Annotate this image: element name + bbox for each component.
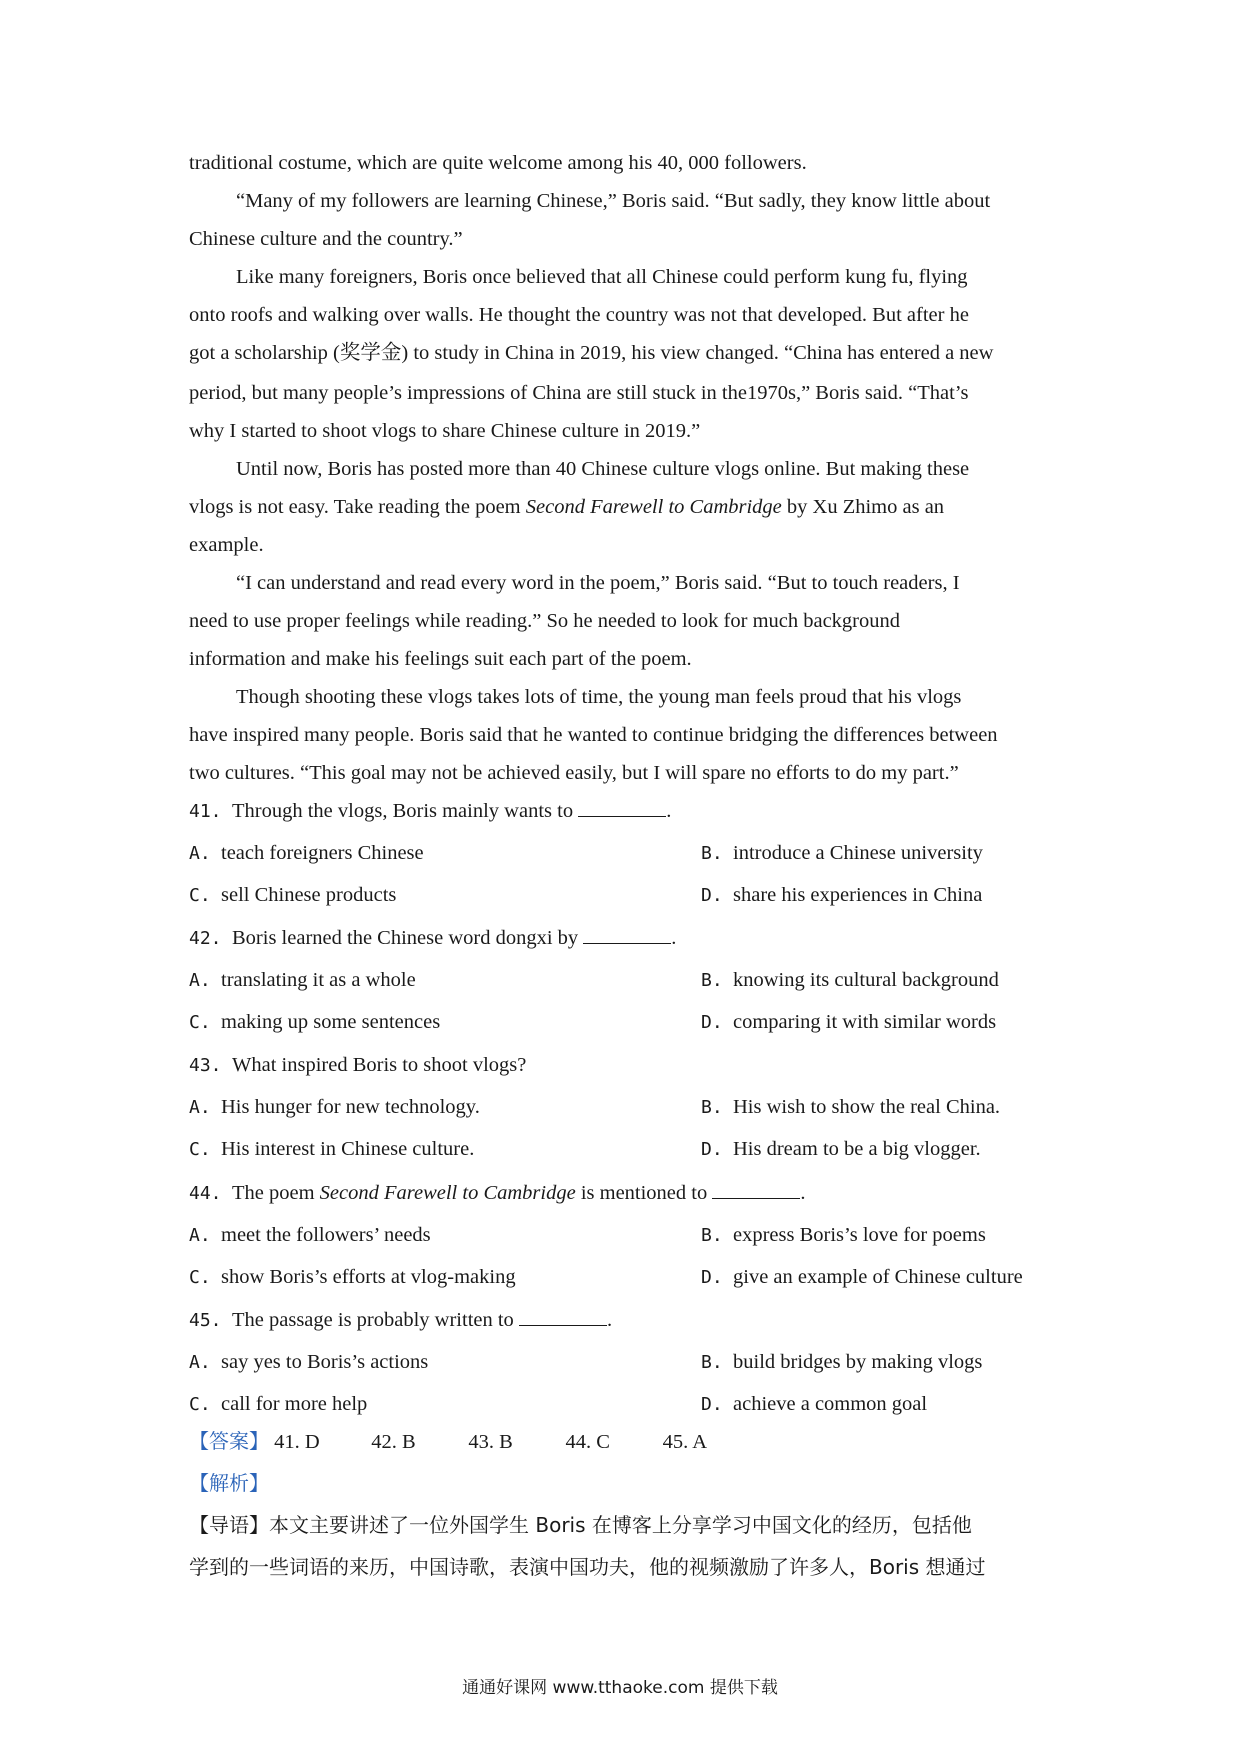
option-b: [701, 1222, 986, 1249]
passage-line: got a scholarship (奖学金) to study in China in 2019, his view changed. “China has entered a new: [189, 342, 994, 364]
answer-blank: [583, 925, 671, 944]
passage-line: Though shooting these vlogs takes lots of time, the young man feels proud that his vlogs: [236, 686, 962, 708]
option-text: build bridges by making vlogs: [733, 1351, 983, 1373]
option-label: D.: [701, 1012, 723, 1033]
option-text: express Boris’s love for poems: [733, 1224, 986, 1246]
passage-line: period, but many people’s impressions of China are still stuck in the1970s,” Boris said. “That’s: [189, 382, 969, 404]
question-number: 43.: [189, 1055, 222, 1076]
question-stem: [189, 1052, 526, 1079]
question-number: 42.: [189, 928, 222, 949]
option-a: [189, 840, 424, 867]
option-text: give an example of Chinese culture: [733, 1266, 1023, 1288]
option-b: [701, 1094, 1000, 1121]
option-text: His interest in Chinese culture.: [221, 1138, 475, 1160]
option-text: comparing it with similar words: [733, 1011, 997, 1033]
option-a: [189, 1349, 428, 1376]
question-number: 45.: [189, 1310, 222, 1331]
question-stem: 42. Boris learned the Chinese word dongxi by .: [189, 925, 676, 952]
option-label: B.: [701, 1225, 723, 1246]
option-label: B.: [701, 1097, 723, 1118]
option-label: A.: [189, 843, 211, 864]
answer-line: [189, 1428, 755, 1455]
option-text: sell Chinese products: [221, 884, 397, 906]
passage-line: [189, 494, 944, 520]
option-label: D.: [701, 885, 723, 906]
option-label: D.: [701, 1267, 723, 1288]
answer-blank: [578, 798, 666, 817]
question-text: What inspired Boris to shoot vlogs?: [232, 1054, 527, 1076]
guide-line-1: [189, 1512, 972, 1538]
option-a: [189, 1222, 431, 1249]
answer-value: 41. D: [274, 1431, 320, 1453]
option-text: making up some sentences: [221, 1011, 441, 1033]
question-number: 41.: [189, 801, 222, 822]
option-label: B.: [701, 1352, 723, 1373]
passage-line: “I can understand and read every word in the poem,” Boris said. “But to touch readers, I: [236, 572, 960, 594]
page-footer: 通通好课网 www.tthaoke.com 提供下载: [462, 1678, 778, 1698]
option-text: introduce a Chinese university: [733, 842, 983, 864]
option-text: share his experiences in China: [733, 884, 983, 906]
poem-title: Second Farewell to Cambridge: [525, 496, 782, 518]
answer-value: 44. C: [565, 1431, 610, 1453]
guide-text-2: 学到的一些词语的来历，中国诗歌，表演中国功夫，他的视频激励了许多人，Boris 想通过: [189, 1555, 986, 1579]
option-b: [701, 967, 999, 994]
analysis-heading: [189, 1470, 269, 1497]
option-label: C.: [189, 1012, 211, 1033]
answer-value: 42. B: [371, 1431, 416, 1453]
option-text: call for more help: [221, 1393, 368, 1415]
question-stem: 44. The poem Second Farewell to Cambridge is mentioned to .: [189, 1180, 805, 1207]
option-text: His wish to show the real China.: [733, 1096, 1001, 1118]
option-d: [701, 1136, 981, 1163]
option-label: A.: [189, 970, 211, 991]
answer-label: 【答案】: [189, 1429, 269, 1453]
guide-text-1: 本文主要讲述了一位外国学生 Boris 在博客上分享学习中国文化的经历，包括他: [269, 1513, 972, 1537]
option-c: [189, 882, 396, 909]
option-c: [189, 1391, 367, 1418]
passage-line: onto roofs and walking over walls. He thought the country was not that developed. But after he: [189, 304, 969, 326]
passage-line: “Many of my followers are learning Chinese,” Boris said. “But sadly, they know little about: [236, 190, 991, 212]
option-label: C.: [189, 1267, 211, 1288]
option-a: [189, 1094, 480, 1121]
analysis-label: 【解析】: [189, 1471, 269, 1495]
option-text: meet the followers’ needs: [221, 1224, 431, 1246]
passage-text: vlogs is not easy. Take reading the poem: [189, 496, 526, 518]
question-text: The poem: [232, 1182, 320, 1204]
option-text: translating it as a whole: [221, 969, 416, 991]
option-c: [189, 1264, 516, 1291]
passage-text: by Xu Zhimo as an: [781, 496, 945, 518]
option-label: D.: [701, 1139, 723, 1160]
answer-blank: [519, 1307, 607, 1326]
option-label: A.: [189, 1225, 211, 1246]
question-text: The passage is probably written to: [232, 1309, 519, 1331]
answer-value: 43. B: [468, 1431, 513, 1453]
option-d: [701, 1391, 927, 1418]
passage-line: Like many foreigners, Boris once believed that all Chinese could perform kung fu, flying: [236, 266, 968, 288]
option-label: C.: [189, 1394, 211, 1415]
option-label: C.: [189, 1139, 211, 1160]
question-text: is mentioned to: [575, 1182, 713, 1204]
option-c: [189, 1136, 474, 1163]
option-text: achieve a common goal: [733, 1393, 928, 1415]
option-c: [189, 1009, 440, 1036]
option-label: A.: [189, 1352, 211, 1373]
option-label: A.: [189, 1097, 211, 1118]
guide-line-2: [189, 1554, 986, 1580]
option-b: [701, 1349, 982, 1376]
passage-line: two cultures. “This goal may not be achieved easily, but I will spare no efforts to do my part.”: [189, 762, 959, 784]
passage-line: Until now, Boris has posted more than 40 Chinese culture vlogs online. But making these: [236, 458, 970, 480]
option-text: say yes to Boris’s actions: [221, 1351, 429, 1373]
question-stem: 41. Through the vlogs, Boris mainly wants to .: [189, 798, 671, 825]
option-label: B.: [701, 843, 723, 864]
option-text: His dream to be a big vlogger.: [733, 1138, 981, 1160]
passage-line: information and make his feelings suit each part of the poem.: [189, 648, 692, 670]
passage-line: have inspired many people. Boris said that he wanted to continue bridging the differences between: [189, 724, 998, 746]
option-label: B.: [701, 970, 723, 991]
option-d: [701, 1264, 1023, 1291]
option-d: [701, 1009, 996, 1036]
question-text: Boris learned the Chinese word dongxi by: [232, 927, 584, 949]
passage-line: traditional costume, which are quite welcome among his 40, 000 followers.: [189, 152, 807, 174]
passage-line: need to use proper feelings while reading.” So he needed to look for much background: [189, 610, 901, 632]
option-text: His hunger for new technology.: [221, 1096, 480, 1118]
passage-line: Chinese culture and the country.”: [189, 228, 463, 250]
question-stem: 45. The passage is probably written to .: [189, 1307, 612, 1334]
answer-value: 45. A: [662, 1431, 708, 1453]
poem-title: Second Farewell to Cambridge: [319, 1182, 576, 1204]
option-label: C.: [189, 885, 211, 906]
answer-blank: [712, 1180, 800, 1199]
option-text: show Boris’s efforts at vlog-making: [221, 1266, 516, 1288]
option-a: [189, 967, 416, 994]
option-text: knowing its cultural background: [733, 969, 999, 991]
passage-line: why I started to shoot vlogs to share Chinese culture in 2019.”: [189, 420, 701, 442]
option-d: [701, 882, 982, 909]
option-label: D.: [701, 1394, 723, 1415]
option-b: [701, 840, 983, 867]
question-text: Through the vlogs, Boris mainly wants to: [232, 800, 579, 822]
guide-label: 【导语】: [189, 1513, 269, 1537]
passage-line: example.: [189, 534, 264, 556]
option-text: teach foreigners Chinese: [221, 842, 424, 864]
question-number: 44.: [189, 1183, 222, 1204]
